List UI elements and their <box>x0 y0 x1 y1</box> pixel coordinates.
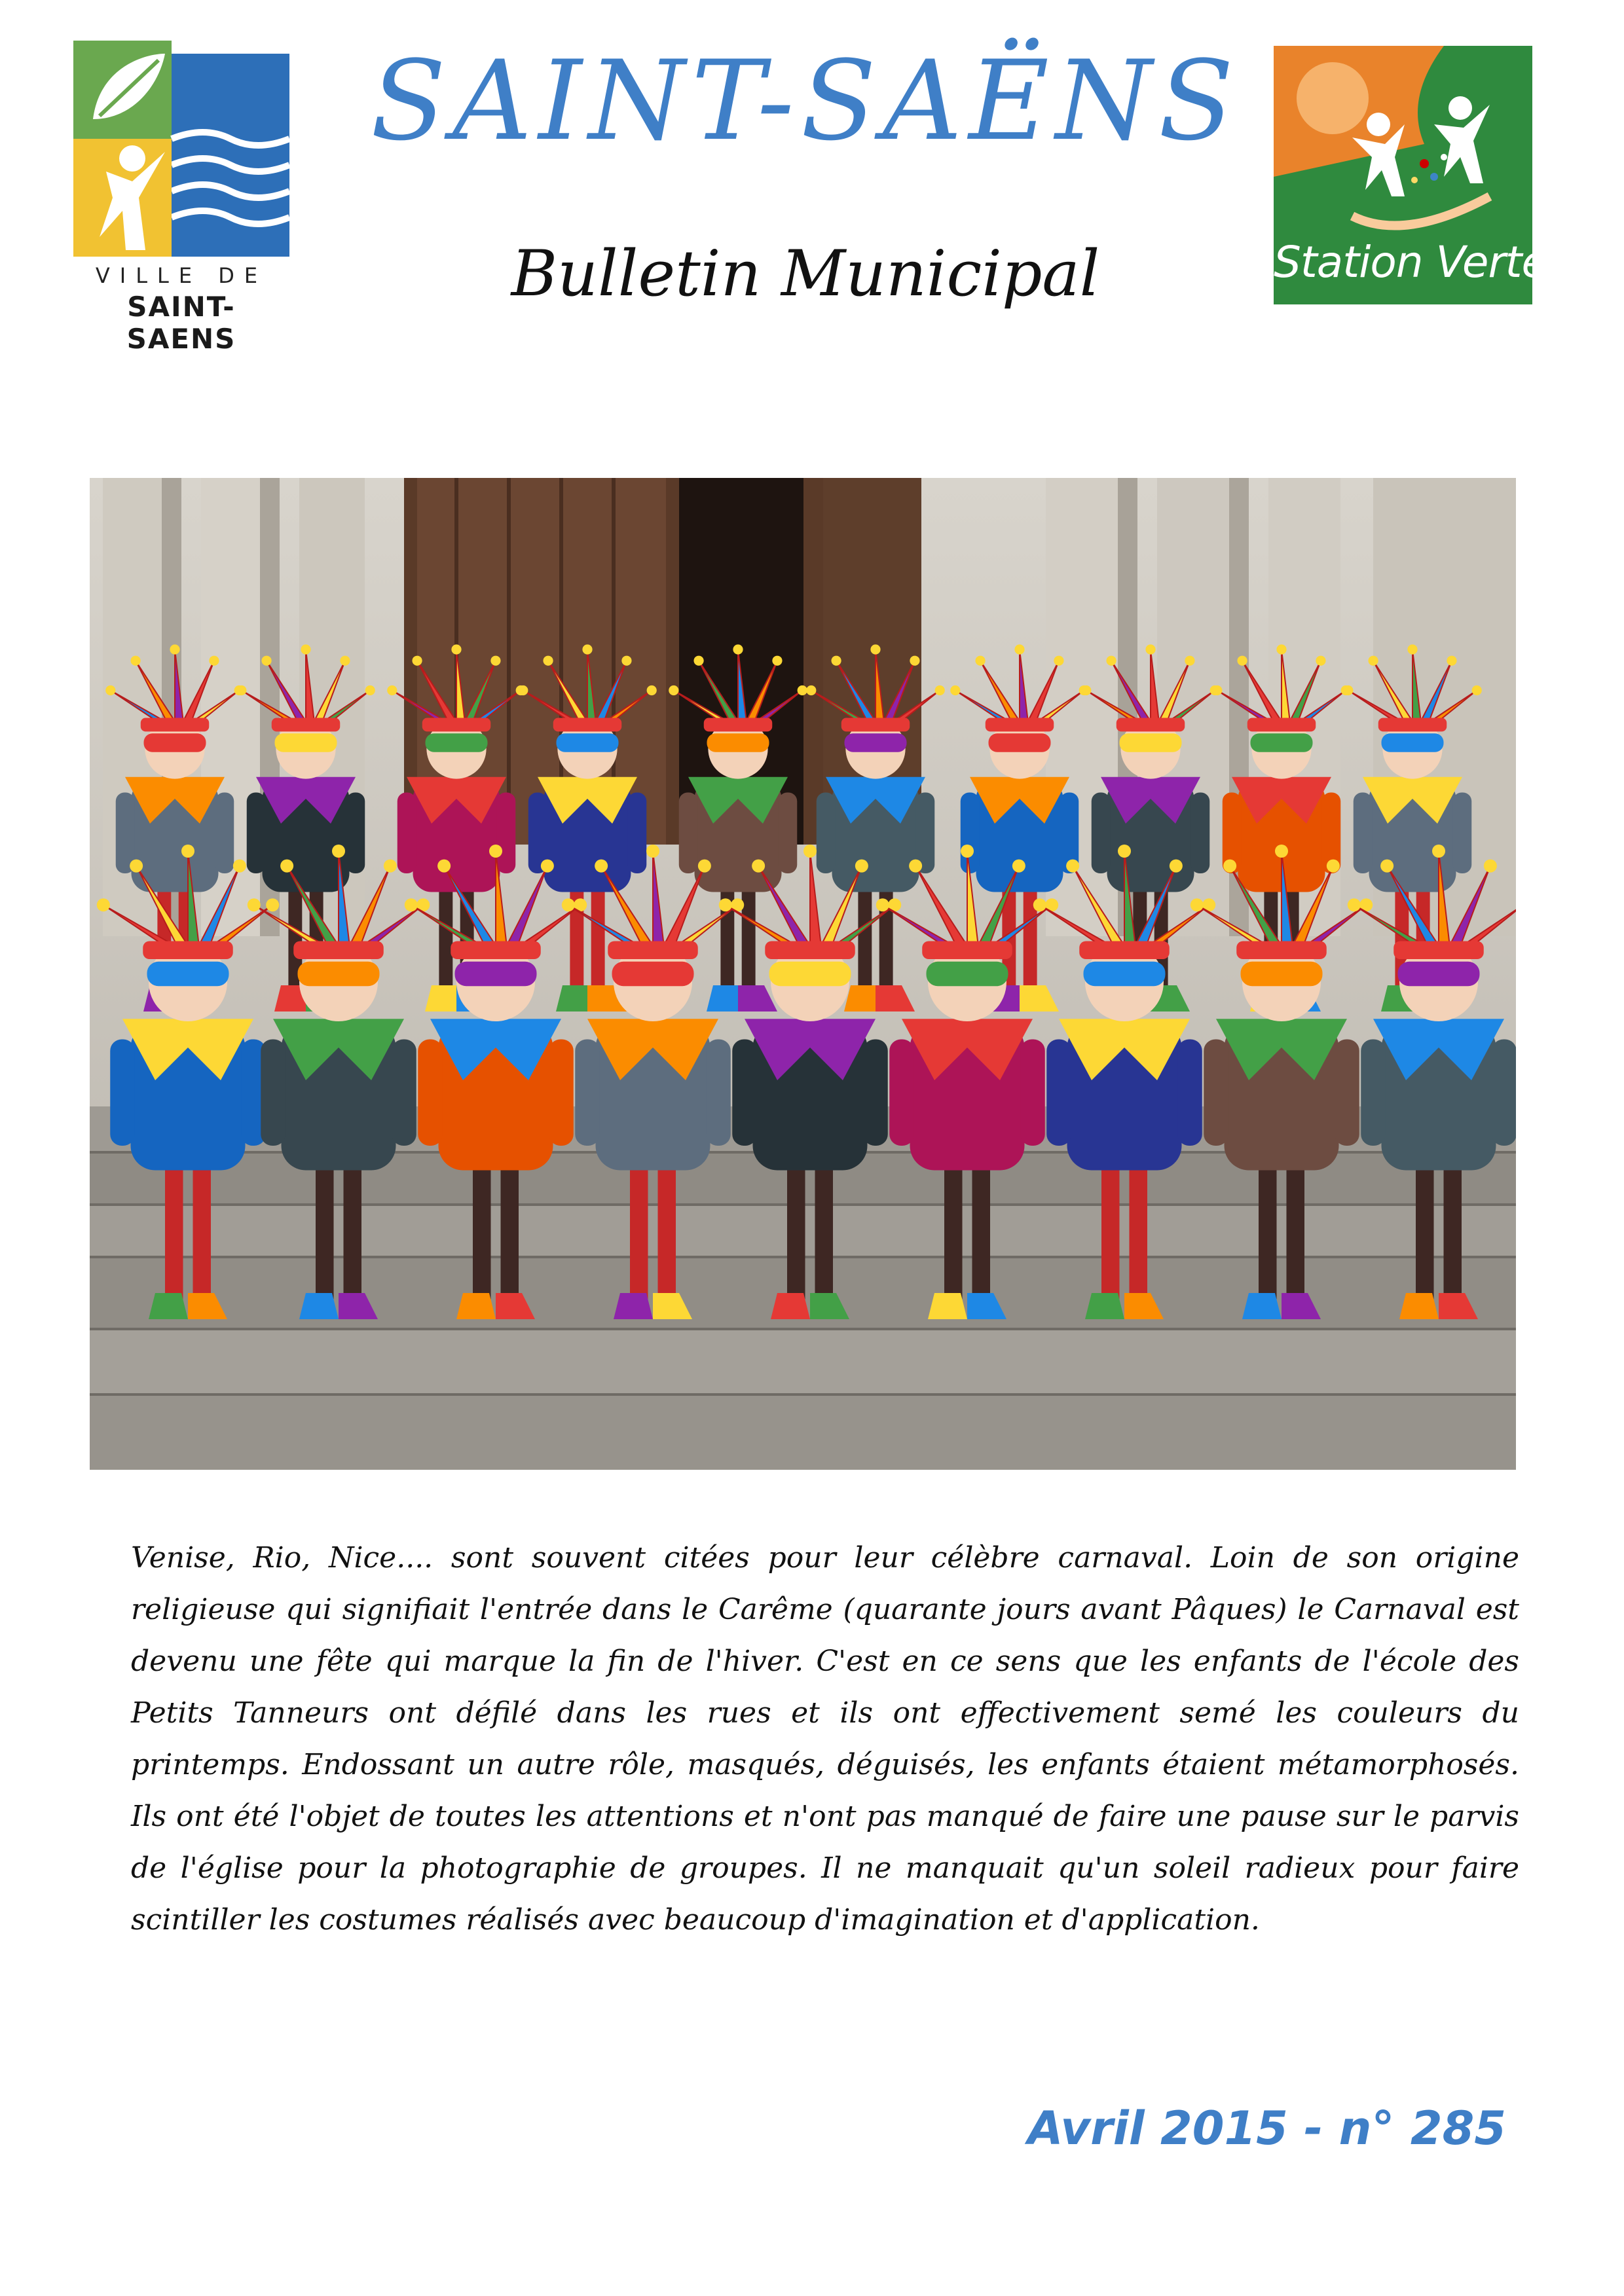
carnival-group-photo <box>90 478 1516 1470</box>
station-verte-label: Station Verte <box>1274 237 1548 287</box>
station-verte-logo <box>1274 46 1548 304</box>
logo-ville-de-text: VILLE DE <box>95 263 268 288</box>
issue-date-number: Avril 2015 - n° 285 <box>1027 2102 1506 2155</box>
logo-town-name: SAINT-SAENS <box>126 291 236 355</box>
article-body: Venise, Rio, Nice.... sont souvent citées pour leur célèbre carnaval. Loin de son origine religieuse qui signifiait l'entrée dans le Carême (quarante jours avant Pâques) le Carnaval est devenu une fête qui marque la fin de l'hiver. C'est en ce sens que les enfants de l'école des Petits Tanneurs ont défilé dans les rues et ils ont effectivement semé les couleurs du printemps. Endossant un autre rôle, masqués, déguisés, les enfants étaient métamorphosés. Ils ont été l'objet de toutes les attentions et n'ont pas manqué de faire une pause sur le parvis de l'église pour la photographie de groupes. Il ne manquait qu'un soleil radieux pour faire scintiller les costumes réalisés avec beaucoup d'imagination et d'application. <box>131 1541 1519 1937</box>
masthead-subtitle: Bulletin Municipal <box>511 237 1100 310</box>
ville-emblem-icon <box>73 41 289 257</box>
masthead-title: SAINT-SAËNS <box>370 37 1241 165</box>
ville-logo <box>73 41 289 355</box>
